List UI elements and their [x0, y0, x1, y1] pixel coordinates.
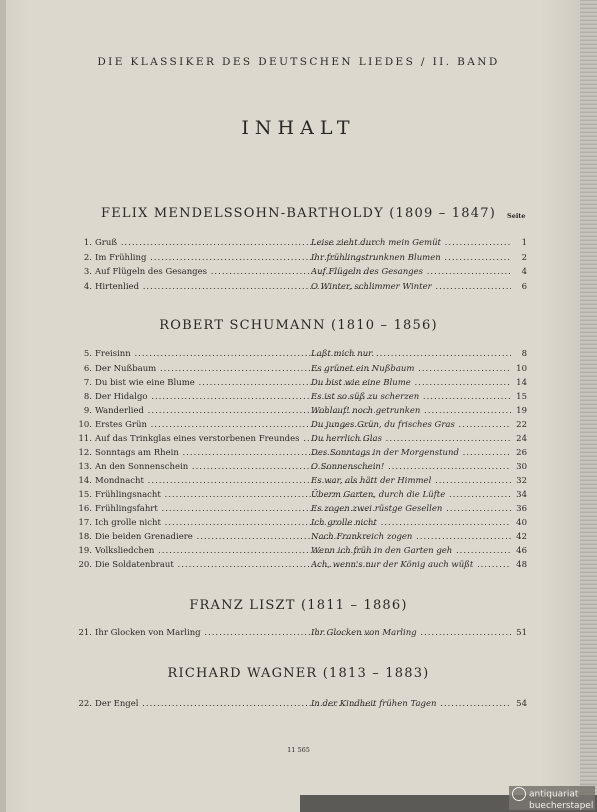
entry-incipit: Wohlauf! noch getrunken .....: [311, 404, 511, 418]
entry-page: 24: [516, 434, 527, 444]
toc-entry: [75, 446, 527, 460]
entry-title: Volksliedchen .....: [95, 544, 375, 558]
entry-number: 14.: [78, 476, 92, 486]
page-title: INHALT: [241, 117, 356, 139]
toc-entry: [75, 418, 527, 432]
entry-title: Frühlingsfahrt .....: [95, 502, 375, 516]
entry-number: 20.: [78, 560, 92, 570]
entry-incipit: O Winter, schlimmer Winter .....: [311, 280, 511, 294]
entry-incipit: Überm Garten, durch die Lüfte .....: [311, 488, 511, 502]
composer-heading-schumann: ROBERT SCHUMANN (1810 – 1856): [159, 318, 438, 333]
entry-title: Gruß .....: [95, 236, 375, 250]
entry-incipit: Es ist so süß zu scherzen .....: [311, 390, 511, 404]
entry-number: 4.: [83, 282, 92, 292]
toc-entry: [75, 460, 527, 474]
toc-entry: [75, 516, 527, 530]
toc-entry: [75, 280, 527, 294]
entry-number: 2.: [83, 253, 92, 263]
toc-entry: [75, 251, 527, 265]
toc-entry: [75, 236, 527, 250]
entry-incipit: In der Kindheit frühen Tagen .....: [311, 697, 511, 711]
entry-page: 54: [516, 699, 527, 709]
toc-entry: [75, 530, 527, 544]
toc-entry: [75, 474, 527, 488]
entry-page: 14: [516, 378, 527, 388]
entry-incipit: Wenn ich früh in den Garten geh .....: [311, 544, 511, 558]
toc-entry: [75, 626, 527, 640]
entry-incipit: Es zogen zwei rüstge Gesellen .....: [311, 502, 511, 516]
entry-title: Die beiden Grenadiere .....: [95, 530, 375, 544]
entry-number: 22.: [78, 699, 92, 709]
entry-number: 7.: [83, 378, 92, 388]
entry-title: Der Engel .....: [95, 697, 375, 711]
entry-page: 8: [521, 349, 527, 359]
page-column-label: Seite: [507, 212, 526, 220]
entry-title: Auf Flügeln des Gesanges .....: [95, 265, 375, 279]
toc-entry: [75, 390, 527, 404]
entry-page: 1: [521, 238, 527, 248]
entry-page: 10: [516, 364, 527, 374]
entry-title: Freisinn .....: [95, 347, 375, 361]
entry-page: 30: [516, 462, 527, 472]
running-header: DIE KLASSIKER DES DEUTSCHEN LIEDES / II. BAND: [97, 56, 500, 68]
entry-page: 22: [516, 420, 527, 430]
entry-page: 42: [516, 532, 527, 542]
toc-entry: [75, 376, 527, 390]
entry-incipit: Du bist wie eine Blume .....: [311, 376, 511, 390]
entry-title: Du bist wie eine Blume .....: [95, 376, 375, 390]
entry-incipit: Auf Flügeln des Gesanges .....: [311, 265, 511, 279]
entry-title: Ich grolle nicht .....: [95, 516, 375, 530]
entry-title: Erstes Grün .....: [95, 418, 375, 432]
entry-title: Frühlingsnacht .....: [95, 488, 375, 502]
entry-page: 6: [521, 282, 527, 292]
entry-number: 17.: [78, 518, 92, 528]
entry-incipit: Ihr Glocken von Marling .....: [311, 626, 511, 640]
entry-number: 21.: [78, 628, 92, 638]
entry-number: 19.: [78, 546, 92, 556]
entry-page: 36: [516, 504, 527, 514]
entry-incipit: Ihr frühlingstrunknen Blumen .....: [311, 251, 511, 265]
composer-heading-liszt: FRANZ LISZT (1811 – 1886): [189, 598, 408, 613]
composer-heading-mendelssohn: FELIX MENDELSSOHN-BARTHOLDY (1809 – 1847): [101, 206, 496, 221]
entry-title: Mondnacht .....: [95, 474, 375, 488]
entry-number: 5.: [83, 349, 92, 359]
entry-incipit: Es grünet ein Nußbaum .....: [311, 362, 511, 376]
entry-page: 15: [516, 392, 527, 402]
entry-page: 2: [521, 253, 527, 263]
toc-entry: [75, 558, 527, 572]
entry-incipit: Des Sonntags in der Morgenstund .....: [311, 446, 511, 460]
composer-heading-wagner: RICHARD WAGNER (1813 – 1883): [167, 666, 430, 681]
entry-number: 6.: [83, 364, 92, 374]
entry-incipit: Es war, als hätt der Himmel .....: [311, 474, 511, 488]
toc-entry: [75, 544, 527, 558]
entry-title: Der Nußbaum .....: [95, 362, 375, 376]
entry-page: 19: [516, 406, 527, 416]
entry-page: 46: [516, 546, 527, 556]
entry-incipit: Du junges Grün, du frisches Gras .....: [311, 418, 511, 432]
toc-entry: [75, 488, 527, 502]
watermark-line1: antiquariat: [529, 789, 579, 800]
toc-entry: [75, 347, 527, 361]
entry-incipit: Leise zieht durch mein Gemüt .....: [311, 236, 511, 250]
entry-incipit: Ach, wenn's nur der König auch wüßt .....: [311, 558, 511, 572]
entry-title: Sonntags am Rhein .....: [95, 446, 375, 460]
entry-page: 48: [516, 560, 527, 570]
entry-page: 51: [516, 628, 527, 638]
entry-title: Auf das Trinkglas eines verstorbenen Freundes .....: [95, 432, 375, 446]
entry-title: Wanderlied .....: [95, 404, 375, 418]
entry-incipit: Nach Frankreich zogen .....: [311, 530, 511, 544]
toc-entry: [75, 432, 527, 446]
entry-page: 26: [516, 448, 527, 458]
entry-number: 8.: [83, 392, 92, 402]
entry-title: Im Frühling .....: [95, 251, 375, 265]
toc-entry: [75, 697, 527, 711]
entry-number: 3.: [83, 267, 92, 277]
entry-number: 1.: [83, 238, 92, 248]
entry-number: 16.: [78, 504, 92, 514]
entry-page: 32: [516, 476, 527, 486]
entry-number: 9.: [83, 406, 92, 416]
entry-number: 11.: [78, 434, 92, 444]
entry-page: 4: [521, 267, 527, 277]
watermark-line2: buecherstapel: [529, 801, 594, 811]
entry-title: Die Soldatenbraut .....: [95, 558, 375, 572]
entry-title: Ihr Glocken von Marling .....: [95, 626, 375, 640]
entry-number: 13.: [78, 462, 92, 472]
toc-entry: [75, 362, 527, 376]
entry-title: An den Sonnenschein .....: [95, 460, 375, 474]
toc-entry: [75, 265, 527, 279]
entry-page: 34: [516, 490, 527, 500]
plate-number: 11 565: [287, 746, 310, 754]
seal-icon: [512, 787, 526, 801]
entry-number: 10.: [78, 420, 92, 430]
entry-number: 15.: [78, 490, 92, 500]
toc-entry: [75, 404, 527, 418]
entry-incipit: O Sonnenschein! .....: [311, 460, 511, 474]
entry-title: Hirtenlied .....: [95, 280, 375, 294]
entry-title: Der Hidalgo .....: [95, 390, 375, 404]
toc-entry: [75, 502, 527, 516]
entry-incipit: Laßt mich nur .....: [311, 347, 511, 361]
entry-page: 40: [516, 518, 527, 528]
entry-number: 18.: [78, 532, 92, 542]
watermark: [509, 786, 595, 810]
entry-number: 12.: [78, 448, 92, 458]
entry-incipit: Du herrlich Glas .....: [311, 432, 511, 446]
entry-incipit: Ich grolle nicht .....: [311, 516, 511, 530]
